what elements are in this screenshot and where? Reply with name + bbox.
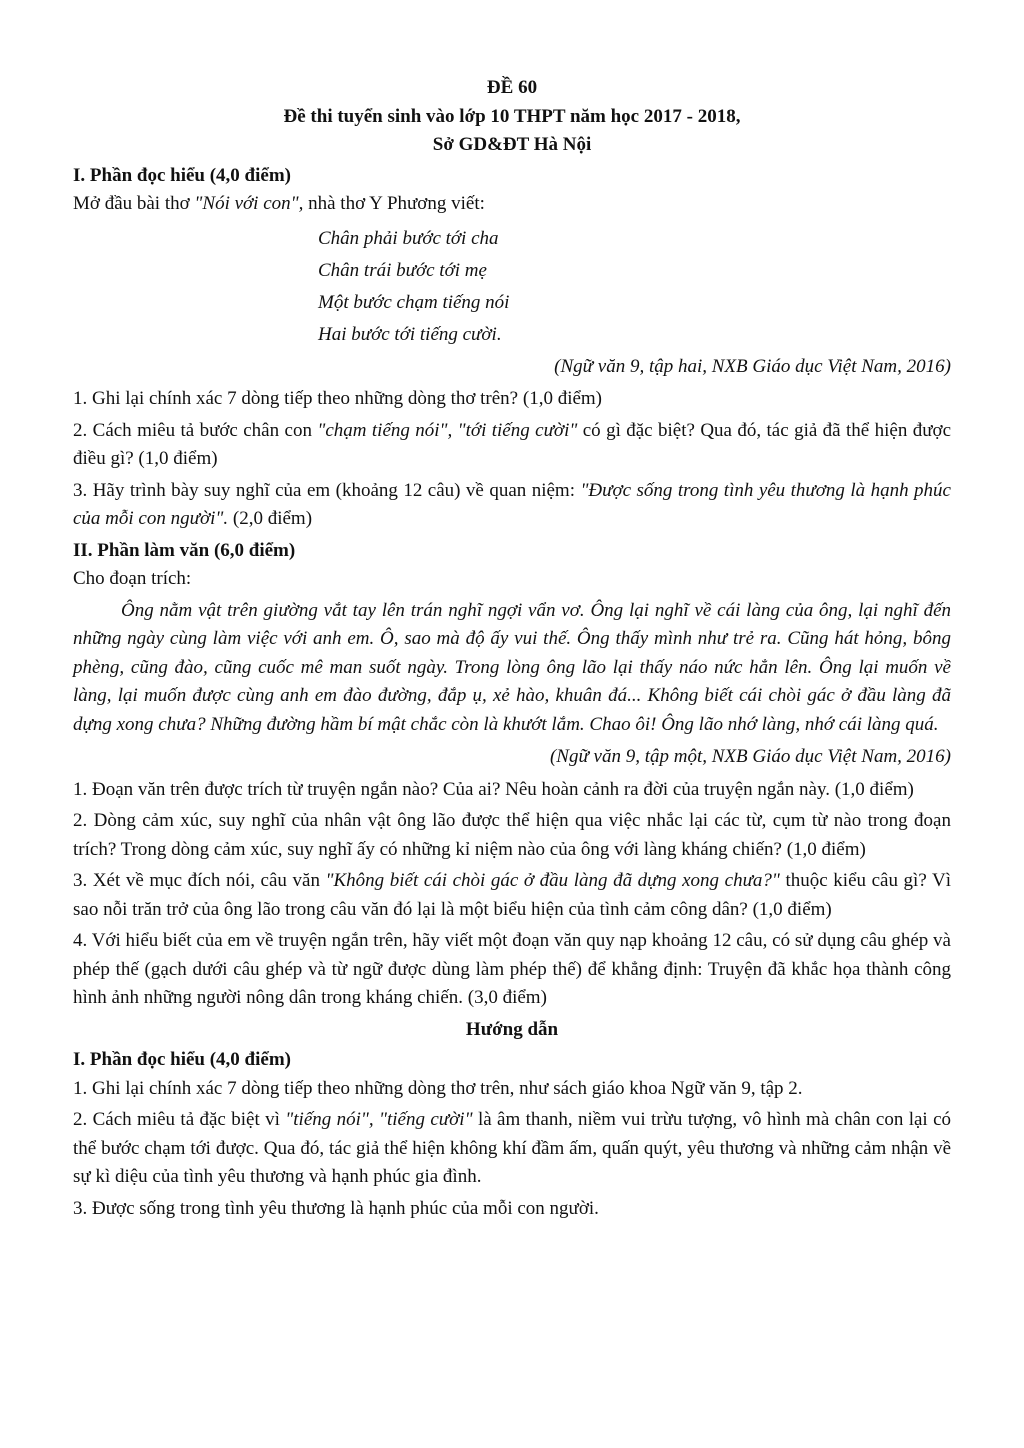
poem-excerpt — [318, 223, 951, 351]
poem-source: (Ngữ văn 9, tập hai, NXB Giáo dục Việt Nam, 2016) — [554, 355, 951, 377]
part2-intro: Cho đoạn trích: — [73, 568, 192, 589]
story-excerpt: Ông nằm vật trên giường vắt tay lên trán nghĩ ngợi vẩn vơ. Ông lại nghĩ về cái làng của ông, lại nghĩ đến những ngày cùng làm việc với anh em. Ô, sao mà độ ấy vui thế. Ông thấy mình như trẻ ra. Cũng hát hỏng, bông phèng, cũng đào, cũng cuốc mê man suốt ngày. Trong lòng ông lão lại thấy náo nức hẳn lên. Ông lại muốn về làng, lại muốn được cùng anh em đào đường, đắp ụ, xẻ hào, khuân đá... Không biết cái chòi gác ở đầu làng đã dựng xong chưa? Những đường hầm bí mật chắc còn là khướt lắm. Chao ôi! Ông lão nhớ làng, nhớ cái làng quá. — [73, 599, 951, 735]
part2-question-2: 2. Dòng cảm xúc, suy nghĩ của nhân vật ông lão được thể hiện qua việc nhắc lại các từ, cụm từ nào trong đoạn trích? Trong dòng cảm xúc, suy nghĩ ấy có những kỉ niệm nào của ông với làng kháng chiến? (1,0 điểm) — [73, 810, 951, 860]
story-source: (Ngữ văn 9, tập một, NXB Giáo dục Việt Nam, 2016) — [549, 746, 951, 767]
poem-title: "Nói với con", — [194, 193, 304, 214]
guide-part1-heading: I. Phần đọc hiểu (4,0 điểm) — [73, 1049, 291, 1070]
part1-question-3: 3. Hãy trình bày suy nghĩ của em (khoảng 12 câu) về quan niệm: "Được sống trong tình yêu thương là hạnh phúc của mỗi con người". (2,0 điểm) — [73, 479, 951, 529]
poem-line: Chân phải bước tới cha — [318, 227, 499, 249]
part2-heading: II. Phần làm văn (6,0 điểm) — [73, 539, 296, 561]
poem-line: Một bước chạm tiếng nói — [318, 291, 510, 313]
part2-question-3: 3. Xét về mục đích nói, câu văn "Không biết cái chòi gác ở đầu làng đã dựng xong chưa?" thuộc kiểu câu gì? Vì sao nỗi trăn trở của ông lão trong câu văn đó lại là một biểu hiện của tình cảm công dân? (1,0 điểm) — [73, 870, 951, 920]
poem-line: Chân trái bước tới mẹ — [318, 259, 487, 281]
guide-heading: Hướng dẫn — [465, 1018, 559, 1040]
guide-answer-2: 2. Cách miêu tả đặc biệt vì "tiếng nói", "tiếng cười" là âm thanh, niềm vui trừu tượng, vô hình mà chân con lại có thể bước chạm tới được. Qua đó, tác giả thể hiện không khí đầm ấm, quấn quýt, yêu thương và những cảm nhận về sự kì diệu của tình yêu thương và hạnh phúc gia đình. — [73, 1109, 951, 1187]
exam-code: ĐỀ 60 — [486, 77, 538, 98]
part1-intro: Mở đầu bài thơ "Nói với con", nhà thơ Y Phương viết: — [73, 193, 485, 214]
guide-answer-1: 1. Ghi lại chính xác 7 dòng tiếp theo những dòng thơ trên, như sách giáo khoa Ngữ văn 9, tập 2. — [73, 1077, 803, 1099]
part2-question-4: 4. Với hiểu biết của em về truyện ngắn trên, hãy viết một đoạn văn quy nạp khoảng 12 câu, có sử dụng câu ghép và phép thế (gạch dưới câu ghép và từ ngữ được dùng làm phép thế) để khẳng định: Truyện đã khắc họa thành công hình ảnh những người nông dân trong kháng chiến. (3,0 điểm) — [73, 930, 951, 1008]
poem-line: Hai bước tới tiếng cười. — [318, 323, 502, 345]
part1-heading: I. Phần đọc hiểu (4,0 điểm) — [73, 164, 291, 186]
part1-question-1: 1. Ghi lại chính xác 7 dòng tiếp theo những dòng thơ trên? (1,0 điểm) — [73, 388, 603, 409]
document-content — [73, 74, 951, 1226]
exam-department: Sở GD&ĐT Hà Nội — [432, 134, 592, 155]
guide-answer-3: 3. Được sống trong tình yêu thương là hạnh phúc của mỗi con người. — [73, 1197, 599, 1219]
part1-question-2: 2. Cách miêu tả bước chân con "chạm tiếng nói", "tới tiếng cười" có gì đặc biệt? Qua đó, tác giả đã thể hiện được điều gì? (1,0 điểm) — [73, 419, 951, 469]
part2-question-1: 1. Đoạn văn trên được trích từ truyện ngắn nào? Của ai? Nêu hoàn cảnh ra đời của truyện ngắn này. (1,0 điểm) — [73, 778, 914, 800]
exam-title: Đề thi tuyển sinh vào lớp 10 THPT năm học 2017 - 2018, — [283, 105, 741, 127]
